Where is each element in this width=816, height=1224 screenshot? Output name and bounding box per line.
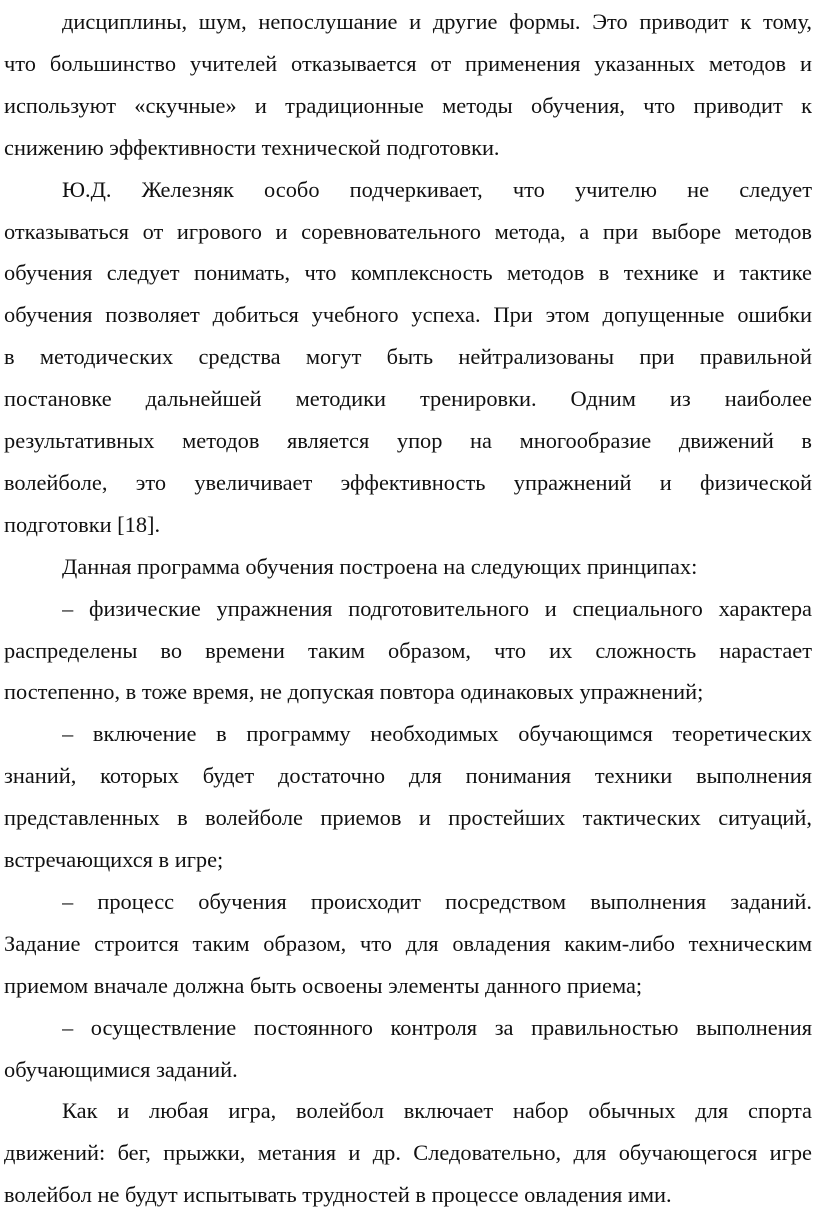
text-line: движений: бег, прыжки, метания и др. Следовательно, для обучающегося игре <box>4 1140 812 1166</box>
text-line: обучения позволяет добиться учебного успеха. При этом допущенные ошибки <box>4 302 812 328</box>
text-line: Задание строится таким образом, что для овладения каким-либо техническим <box>4 930 812 956</box>
text-line: в методических средства могут быть нейтрализованы при правильной <box>4 344 812 370</box>
text-line: знаний, которых будет достаточно для понимания техники выполнения <box>4 763 812 789</box>
text-line: отказываться от игрового и соревновательного метода, а при выборе методов <box>4 218 812 244</box>
text-line: снижению эффективности технической подготовки. <box>4 134 500 160</box>
text-line: используют «скучные» и традиционные методы обучения, что приводит к <box>4 92 812 118</box>
text-line: встречающихся в игре; <box>4 847 224 872</box>
text-line: обучающимися заданий. <box>4 1056 238 1082</box>
text-line: постановке дальнейшей методики тренировки. Одним из наиболее <box>4 386 812 412</box>
text-line: – процесс обучения происходит посредством выполнения заданий. <box>62 888 812 914</box>
text-line: Ю.Д. Железняк особо подчеркивает, что учителю не следует <box>62 176 812 202</box>
text-line: приемом вначале должна быть освоены элементы данного приема; <box>4 972 643 998</box>
text-line: результативных методов является упор на многообразие движений в <box>4 428 812 453</box>
text-line: волейболе, это увеличивает эффективность упражнений и физической <box>4 469 812 495</box>
text-line: что большинство учителей отказывается от применения указанных методов и <box>4 50 812 76</box>
text-line: – включение в программу необходимых обучающимся теоретических <box>62 721 812 747</box>
text-line: обучения следует понимать, что комплексность методов в технике и тактике <box>4 260 812 286</box>
text-line: распределены во времени таким образом, что их сложность нарастает <box>4 637 812 663</box>
text-line: – физические упражнения подготовительного и специального характера <box>62 595 812 621</box>
text-line: постепенно, в тоже время, не допуская повтора одинаковых упражнений; <box>4 679 704 705</box>
text-line: подготовки [18]. <box>4 511 161 537</box>
text-line: волейбол не будут испытывать трудностей в процессе овладения ими. <box>4 1182 672 1208</box>
text-line: Данная программа обучения построена на следующих принципах: <box>62 553 698 579</box>
text-line: дисциплины, шум, непослушание и другие формы. Это приводит к тому, <box>62 9 812 34</box>
text-line: Как и любая игра, волейбол включает набор обычных для спорта <box>62 1098 812 1124</box>
text-line: – осуществление постоянного контроля за правильностью выполнения <box>62 1014 812 1040</box>
text-line: представленных в волейболе приемов и простейших тактических ситуаций, <box>4 805 812 831</box>
